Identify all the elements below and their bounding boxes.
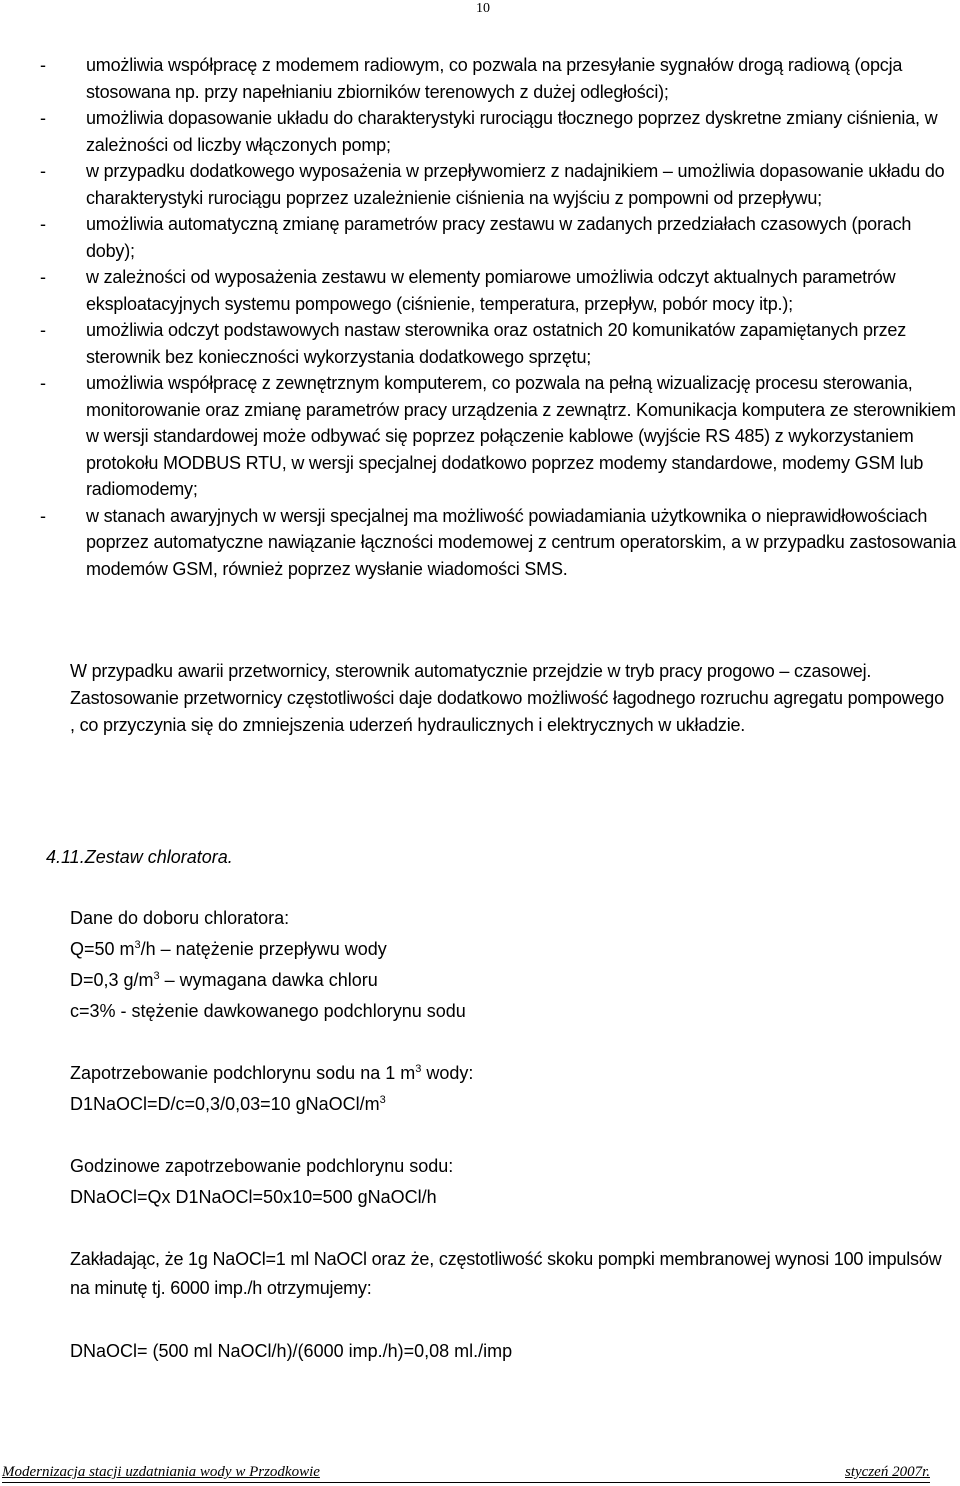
list-item-text: umożliwia dopasowanie układu do charakterystyki rurociągu tłocznego poprzez dyskretne zmiany ciśnienia, w zależności od liczby włączonych pomp; <box>86 108 938 155</box>
footer-date: styczeń 2007r. <box>845 1464 930 1480</box>
bullet-dash: - <box>40 161 46 181</box>
demand-formula: D1NaOCl=D/c=0,3/0,03=10 gNaOCl/$m^3$ <box>70 1094 386 1114</box>
list-item-text: umożliwia automatyczną zmianę parametrów pracy zestawu w zadanych przedziałach czasowych (porach doby); <box>86 214 912 261</box>
page-number: 10 <box>476 1 490 16</box>
section-heading: 4.11.Zestaw chloratora. <box>46 847 233 867</box>
result-formula: DNaOCl= (500 ml NaOCl/h)/(6000 imp./h)=0,08 ml./imp <box>70 1341 513 1361</box>
dose-line: D=0,3 $g/m^3$ – wymagana dawka chloru <box>70 970 378 990</box>
assumption-paragraph: Zakładając, że 1g NaOCl=1 ml NaOCl oraz że, częstotliwość skoku pompki membranowej wynosi 100 impulsów na minutę tj. 6000 imp./h otrzymujemy: <box>70 1249 942 1298</box>
bullet-dash: - <box>40 55 46 75</box>
list-item-text: umożliwia współpracę z modemem radiowym, co pozwala na przesyłanie sygnałów drogą radiową (opcja stosowana np. przy napełnianiu zbiorników terenowych z dużej odległości); <box>86 55 903 102</box>
list-item <box>40 158 958 211</box>
bullet-dash: - <box>40 214 46 234</box>
list-item <box>40 52 958 105</box>
list-item-text: w przypadku dodatkowego wyposażenia w przepływomierz z nadajnikiem – umożliwia dopasowanie układu do charakterystyki rurociągu poprzez uzależnienie ciśnienia na wyjściu z pompowni od przepływu; <box>86 161 945 208</box>
hourly-formula: DNaOCl=Qx D1NaOCl=50x10=500 gNaOCl/h <box>70 1187 437 1207</box>
list-item <box>40 105 958 158</box>
list-item <box>40 503 958 583</box>
list-item <box>40 211 958 264</box>
list-item-text: w zależności od wyposażenia zestawu w elementy pomiarowe umożliwia odczyt aktualnych parametrów eksploatacyjnych systemu pompowego (ciśnienie, temperatura, przepływ, pobór mocy itp.); <box>86 267 896 314</box>
page-footer <box>2 1464 930 1483</box>
footer-title: Modernizacja stacji uzdatniania wody w Przodkowie <box>2 1464 320 1480</box>
bullet-dash: - <box>40 108 46 128</box>
feature-list <box>40 52 958 582</box>
list-item <box>40 317 958 370</box>
bullet-dash: - <box>40 267 46 287</box>
data-intro: Dane do doboru chloratora: <box>70 908 290 928</box>
bullet-dash: - <box>40 373 46 393</box>
list-item-text: w stanach awaryjnych w wersji specjalnej ma możliwość powiadamiania użytkownika o nieprawidłowościach poprzez automatyczne nawiązanie łączności modemowej z centrum operatorskim, a w przypadku zastosowania modemów GSM, również poprzez wysłanie wiadomości SMS. <box>86 505 957 579</box>
flow-line: Q=50 $m^3/h$ – natężenie przepływu wody <box>70 939 387 959</box>
demand-intro: Zapotrzebowanie podchlorynu sodu na 1 $m^3$ wody: <box>70 1063 474 1083</box>
list-item-text: umożliwia odczyt podstawowych nastaw sterownika oraz ostatnich 20 komunikatów zapamiętanych przez sterownik bez konieczności wykorzystania dodatkowego sprzętu; <box>86 320 906 367</box>
hourly-intro: Godzinowe zapotrzebowanie podchlorynu sodu: <box>70 1156 454 1176</box>
concentration-line: c=3% - stężenie dawkowanego podchlorynu sodu <box>70 1001 466 1021</box>
converter-paragraph: W przypadku awarii przetwornicy, sterownik automatycznie przejdzie w tryb pracy progowo – czasowej. Zastosowanie przetwornicy częstotliwości daje dodatkowo możliwość łagodnego rozruchu agregatu pompowego , co przyczynia się do zmniejszenia uderzeń hydraulicznych i elektrycznych w układzie. <box>70 661 944 735</box>
list-item <box>40 264 958 317</box>
bullet-dash: - <box>40 320 46 340</box>
bullet-dash: - <box>40 505 46 526</box>
list-item-text: umożliwia współpracę z zewnętrznym komputerem, co pozwala na pełną wizualizację procesu sterowania, monitorowanie oraz zmianę parametrów pracy urządzenia z zewnątrz. Komunikacja komputera ze sterownikiem w wersji standardowej może odbywać się poprzez połączenie kablowe (wyjście RS 485) z wykorzystaniem protokołu MODBUS RTU, w wersji specjalnej dodatkowo poprzez modemy standardowe, modemy GSM lub radiomodemy; <box>86 373 956 499</box>
list-item <box>40 370 958 503</box>
